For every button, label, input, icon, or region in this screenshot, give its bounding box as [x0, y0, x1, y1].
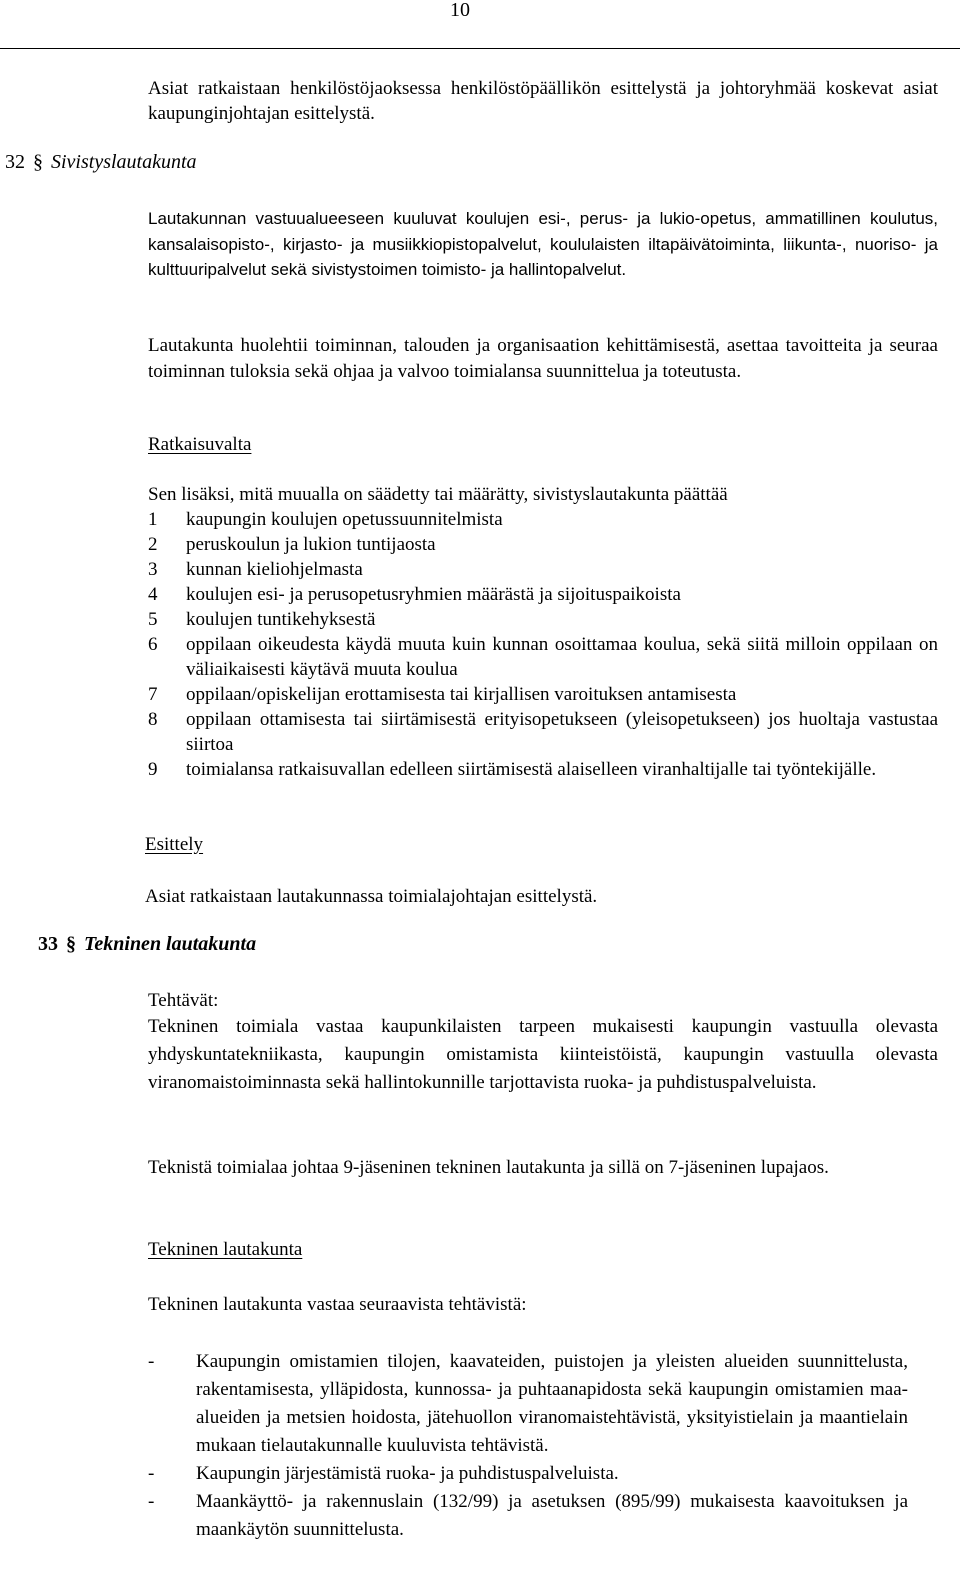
list-item — [148, 707, 938, 757]
list-item-text: kaupungin koulujen opetussuunnitelmista — [186, 509, 503, 530]
dash-bullet-icon: - — [148, 1463, 155, 1484]
section-33-paragraph-2: Teknistä toimialaa johtaa 9-jäseninen tekninen lautakunta ja sillä on 7-jäseninen lupajaos. — [148, 1157, 829, 1178]
list-item-number: 5 — [148, 609, 158, 630]
section-symbol-icon: § — [33, 151, 43, 173]
task-list — [148, 1348, 908, 1544]
section-32-heading — [5, 150, 197, 175]
list-item-number: 1 — [148, 509, 158, 530]
tehtavat-label: Tehtävät: — [148, 990, 219, 1011]
tekninen-lautakunta-heading: Tekninen lautakunta — [148, 1239, 303, 1260]
section-33-paragraph-3: Tekninen lautakunta vastaa seuraavista tehtävistä: — [148, 1294, 527, 1315]
list-item — [148, 682, 938, 707]
list-intro: Sen lisäksi, mitä muualla on säädetty tai määrätty, sivistyslautakunta päättää — [148, 484, 728, 505]
section-symbol-icon: § — [66, 933, 76, 955]
intro-paragraph: Asiat ratkaistaan henkilöstöjaoksessa henkilöstöpäällikön esittelystä ja johtoryhmää koskevat asiat kaupunginjohtajan esittelystä. — [148, 78, 938, 124]
list-item-number: 2 — [148, 534, 158, 555]
list-item-number: 9 — [148, 759, 158, 780]
list-item-number: 6 — [148, 634, 158, 655]
section-33-number: 33 — [38, 933, 58, 955]
section-32-number: 32 — [5, 151, 25, 173]
list-item — [148, 1488, 908, 1544]
header-divider — [0, 48, 960, 49]
list-item — [148, 1348, 908, 1460]
section-32-paragraph-1: Lautakunnan vastuualueeseen kuuluvat koulujen esi-, perus- ja lukio-opetus, ammatillinen koulutus, kansalaisopisto-, kirjasto- ja musiikkiopistopalvelut, koululaisten iltapäivätoiminta, liikunta-, nuoriso- ja kulttuuripalvelut sekä sivistystoimen toimisto- ja hallintopalvelut. — [148, 209, 938, 279]
esittely-text: Asiat ratkaistaan lautakunnassa toimialajohtajan esittelystä. — [145, 886, 598, 907]
list-item — [148, 607, 938, 632]
list-item-number: 7 — [148, 684, 158, 705]
list-item — [148, 557, 938, 582]
list-item-number: 3 — [148, 559, 158, 580]
esittely-heading: Esittely — [145, 834, 204, 855]
list-item-text: koulujen esi- ja perusopetusryhmien määrästä ja sijoituspaikoista — [186, 584, 681, 605]
section-32-paragraph-2: Lautakunta huolehtii toiminnan, talouden ja organisaation kehittämisestä, asettaa tavoitteita ja seuraa toiminnan tuloksia sekä ohjaa ja valvoo toimialansa suunnittelua ja toteutusta. — [148, 335, 938, 382]
list-item-number: 4 — [148, 584, 158, 605]
decision-list — [148, 507, 938, 782]
dash-bullet-icon: - — [148, 1351, 155, 1372]
list-item-text: Maankäyttö- ja rakennuslain (132/99) ja asetuksen (895/99) mukaisesta kaavoituksen ja maankäytön suunnittelusta. — [196, 1491, 908, 1540]
list-item — [148, 582, 938, 607]
list-item-text: toimialansa ratkaisuvallan edelleen siirtämisestä alaiselleen viranhaltijalle tai työntekijälle. — [186, 759, 877, 780]
list-item — [148, 507, 938, 532]
section-32-title: Sivistyslautakunta — [51, 151, 197, 173]
list-item-text: peruskoulun ja lukion tuntijaosta — [186, 534, 436, 555]
page-number: 10 — [450, 0, 470, 21]
dash-bullet-icon: - — [148, 1491, 155, 1512]
list-item — [148, 1460, 908, 1488]
list-item-text: oppilaan ottamisesta tai siirtämisestä erityisopetukseen (yleisopetukseen) jos huoltaja vastustaa siirtoa — [186, 709, 938, 755]
list-item-number: 8 — [148, 709, 158, 730]
list-item-text: oppilaan/opiskelijan erottamisesta tai kirjallisen varoituksen antamisesta — [186, 684, 737, 705]
list-item-text: oppilaan oikeudesta käydä muuta kuin kunnan osoittamaa koulua, sekä siitä milloin oppilaan on väliaikaisesti käytävä muuta koulua — [186, 634, 938, 680]
section-33-title: Tekninen lautakunta — [84, 933, 257, 955]
list-item-text: Kaupungin omistamien tilojen, kaavateiden, puistojen ja yleisten alueiden suunnittelusta, rakentamisesta, ylläpidosta, kunnossa- ja puhtaanapidosta sekä kaupungin omistamien maa-alueiden ja metsien hoidosta, jätehuollon viranomaistehtävistä, yksityistielain ja maantielain mukaan tielautakunnalle kuuluvista tehtävistä. — [196, 1351, 908, 1456]
ratkaisuvalta-heading: Ratkaisuvalta — [148, 434, 252, 455]
list-item — [148, 532, 938, 557]
list-item-text: kunnan kieliohjelmasta — [186, 559, 363, 580]
section-33-heading — [38, 932, 256, 957]
list-item-text: Kaupungin järjestämistä ruoka- ja puhdistuspalveluista. — [196, 1463, 619, 1484]
list-item-text: koulujen tuntikehyksestä — [186, 609, 376, 630]
list-item — [148, 632, 938, 682]
section-33-paragraph-1: Tekninen toimiala vastaa kaupunkilaisten tarpeen mukaisesti kaupungin vastuulla olevasta yhdyskuntatekniikasta, kaupungin omistamista kiinteistöistä, kaupungin vastuulla olevasta viranomaistoiminnasta sekä hallintokunnille tarjottavista ruoka- ja puhdistuspalveluista. — [148, 1016, 938, 1093]
list-item — [148, 757, 938, 782]
